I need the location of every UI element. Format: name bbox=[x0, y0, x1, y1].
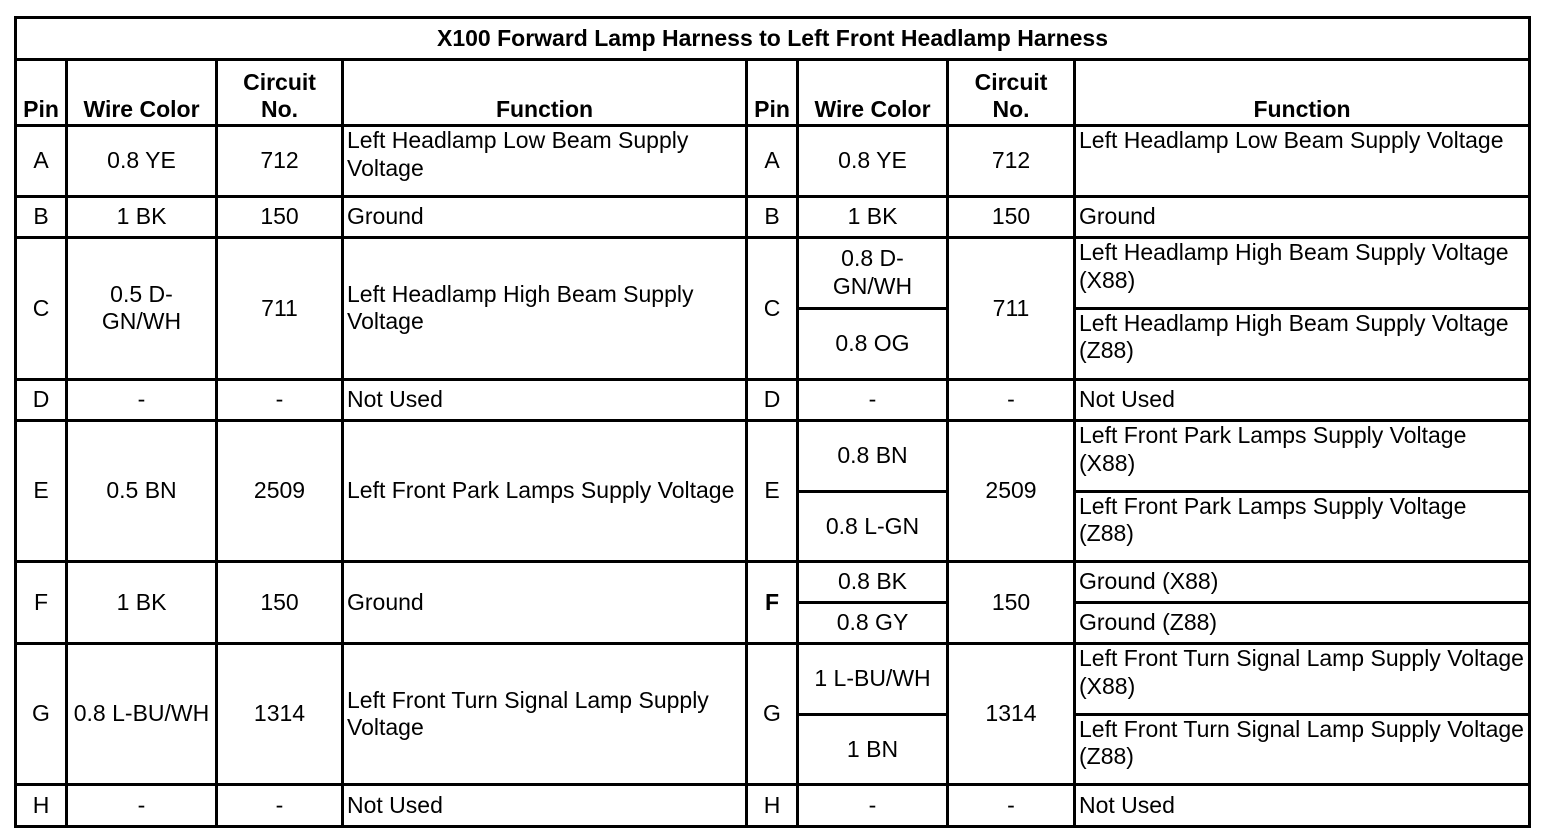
table-row bbox=[16, 420, 1530, 491]
left-wire-color: 0.5 D-GN/WH bbox=[67, 238, 217, 379]
right-circuit: 150 bbox=[948, 196, 1075, 237]
right-wire-color-x88: 0.8 BK bbox=[798, 562, 948, 602]
left-circuit: - bbox=[217, 379, 343, 420]
table-row bbox=[16, 379, 1530, 420]
left-pin: F bbox=[16, 562, 67, 644]
right-function-x88: Left Headlamp High Beam Supply Voltage (X88) bbox=[1075, 238, 1530, 309]
table-row bbox=[16, 126, 1530, 197]
header-circuit-line1: Circuit bbox=[243, 68, 316, 95]
right-function: Not Used bbox=[1075, 379, 1530, 420]
right-function: Ground bbox=[1075, 196, 1530, 237]
right-wire-color: - bbox=[798, 379, 948, 420]
right-function-x88: Left Front Turn Signal Lamp Supply Voltage (X88) bbox=[1075, 644, 1530, 715]
right-circuit: 711 bbox=[948, 238, 1075, 379]
header-circuit-right bbox=[948, 60, 1075, 126]
right-function-z88: Ground (Z88) bbox=[1075, 602, 1530, 643]
table-title: X100 Forward Lamp Harness to Left Front Headlamp Harness bbox=[16, 18, 1530, 60]
left-wire-color: 1 BK bbox=[67, 196, 217, 237]
right-wire-color-x88: 0.8 BN bbox=[798, 420, 948, 491]
left-circuit: 2509 bbox=[217, 420, 343, 561]
header-circuit-line2: No. bbox=[260, 96, 299, 123]
table-row bbox=[16, 196, 1530, 237]
right-wire-color: 0.8 YE bbox=[798, 126, 948, 197]
right-pin: H bbox=[747, 785, 798, 827]
left-function: Left Headlamp High Beam Supply Voltage bbox=[343, 238, 747, 379]
left-circuit: 1314 bbox=[217, 644, 343, 785]
right-circuit: - bbox=[948, 379, 1075, 420]
header-pin-left: Pin bbox=[16, 60, 67, 126]
right-wire-color-x88: 0.8 D-GN/WH bbox=[798, 238, 948, 309]
left-pin: C bbox=[16, 238, 67, 379]
table-row bbox=[16, 785, 1530, 827]
right-wire-color-z88: 1 BN bbox=[798, 714, 948, 785]
left-function: Left Front Park Lamps Supply Voltage bbox=[343, 420, 747, 561]
header-circuit-left bbox=[217, 60, 343, 126]
table-row bbox=[16, 562, 1530, 602]
right-pin: F bbox=[747, 562, 798, 644]
header-row bbox=[16, 60, 1530, 126]
right-circuit: 150 bbox=[948, 562, 1075, 644]
right-function-z88: Left Front Turn Signal Lamp Supply Voltage (Z88) bbox=[1075, 714, 1530, 785]
right-pin: B bbox=[747, 196, 798, 237]
left-wire-color: - bbox=[67, 379, 217, 420]
left-circuit: - bbox=[217, 785, 343, 827]
right-pin: A bbox=[747, 126, 798, 197]
right-function: Left Headlamp Low Beam Supply Voltage bbox=[1075, 126, 1530, 197]
left-wire-color: 0.8 YE bbox=[67, 126, 217, 197]
left-wire-color: 0.5 BN bbox=[67, 420, 217, 561]
left-function: Left Headlamp Low Beam Supply Voltage bbox=[343, 126, 747, 197]
left-wire-color: 1 BK bbox=[67, 562, 217, 644]
left-function: Not Used bbox=[343, 785, 747, 827]
right-pin: C bbox=[747, 238, 798, 379]
header-wire-color-left: Wire Color bbox=[67, 60, 217, 126]
header-circuit-line2: No. bbox=[992, 96, 1030, 123]
header-pin-right: Pin bbox=[747, 60, 798, 126]
left-pin: H bbox=[16, 785, 67, 827]
right-circuit: 1314 bbox=[948, 644, 1075, 785]
right-pin: D bbox=[747, 379, 798, 420]
right-circuit: - bbox=[948, 785, 1075, 827]
title-row bbox=[16, 18, 1530, 60]
left-circuit: 712 bbox=[217, 126, 343, 197]
left-pin: A bbox=[16, 126, 67, 197]
right-function: Not Used bbox=[1075, 785, 1530, 827]
right-circuit: 2509 bbox=[948, 420, 1075, 561]
left-circuit: 711 bbox=[217, 238, 343, 379]
right-wire-color-z88: 0.8 OG bbox=[798, 308, 948, 379]
left-function: Ground bbox=[343, 562, 747, 644]
right-function-z88: Left Headlamp High Beam Supply Voltage (Z88) bbox=[1075, 308, 1530, 379]
left-function: Not Used bbox=[343, 379, 747, 420]
left-function: Left Front Turn Signal Lamp Supply Voltage bbox=[343, 644, 747, 785]
table-row bbox=[16, 238, 1530, 309]
header-wire-color-right: Wire Color bbox=[798, 60, 948, 126]
header-function-left: Function bbox=[343, 60, 747, 126]
harness-pinout-table bbox=[14, 16, 1531, 828]
left-pin: G bbox=[16, 644, 67, 785]
left-pin: D bbox=[16, 379, 67, 420]
right-function-z88: Left Front Park Lamps Supply Voltage (Z88) bbox=[1075, 491, 1530, 562]
right-pin: E bbox=[747, 420, 798, 561]
right-circuit: 712 bbox=[948, 126, 1075, 197]
right-function-x88: Ground (X88) bbox=[1075, 562, 1530, 602]
left-pin: B bbox=[16, 196, 67, 237]
header-function-right: Function bbox=[1075, 60, 1530, 126]
right-wire-color-z88: 0.8 GY bbox=[798, 602, 948, 643]
right-wire-color: 1 BK bbox=[798, 196, 948, 237]
left-pin: E bbox=[16, 420, 67, 561]
right-wire-color: - bbox=[798, 785, 948, 827]
left-circuit: 150 bbox=[217, 562, 343, 644]
left-circuit: 150 bbox=[217, 196, 343, 237]
right-wire-color-z88: 0.8 L-GN bbox=[798, 491, 948, 562]
left-function: Ground bbox=[343, 196, 747, 237]
table-row bbox=[16, 644, 1530, 715]
right-function-x88: Left Front Park Lamps Supply Voltage (X88) bbox=[1075, 420, 1530, 491]
left-wire-color: - bbox=[67, 785, 217, 827]
left-wire-color: 0.8 L-BU/WH bbox=[67, 644, 217, 785]
right-wire-color-x88: 1 L-BU/WH bbox=[798, 644, 948, 715]
header-circuit-line1: Circuit bbox=[974, 68, 1048, 95]
right-pin: G bbox=[747, 644, 798, 785]
